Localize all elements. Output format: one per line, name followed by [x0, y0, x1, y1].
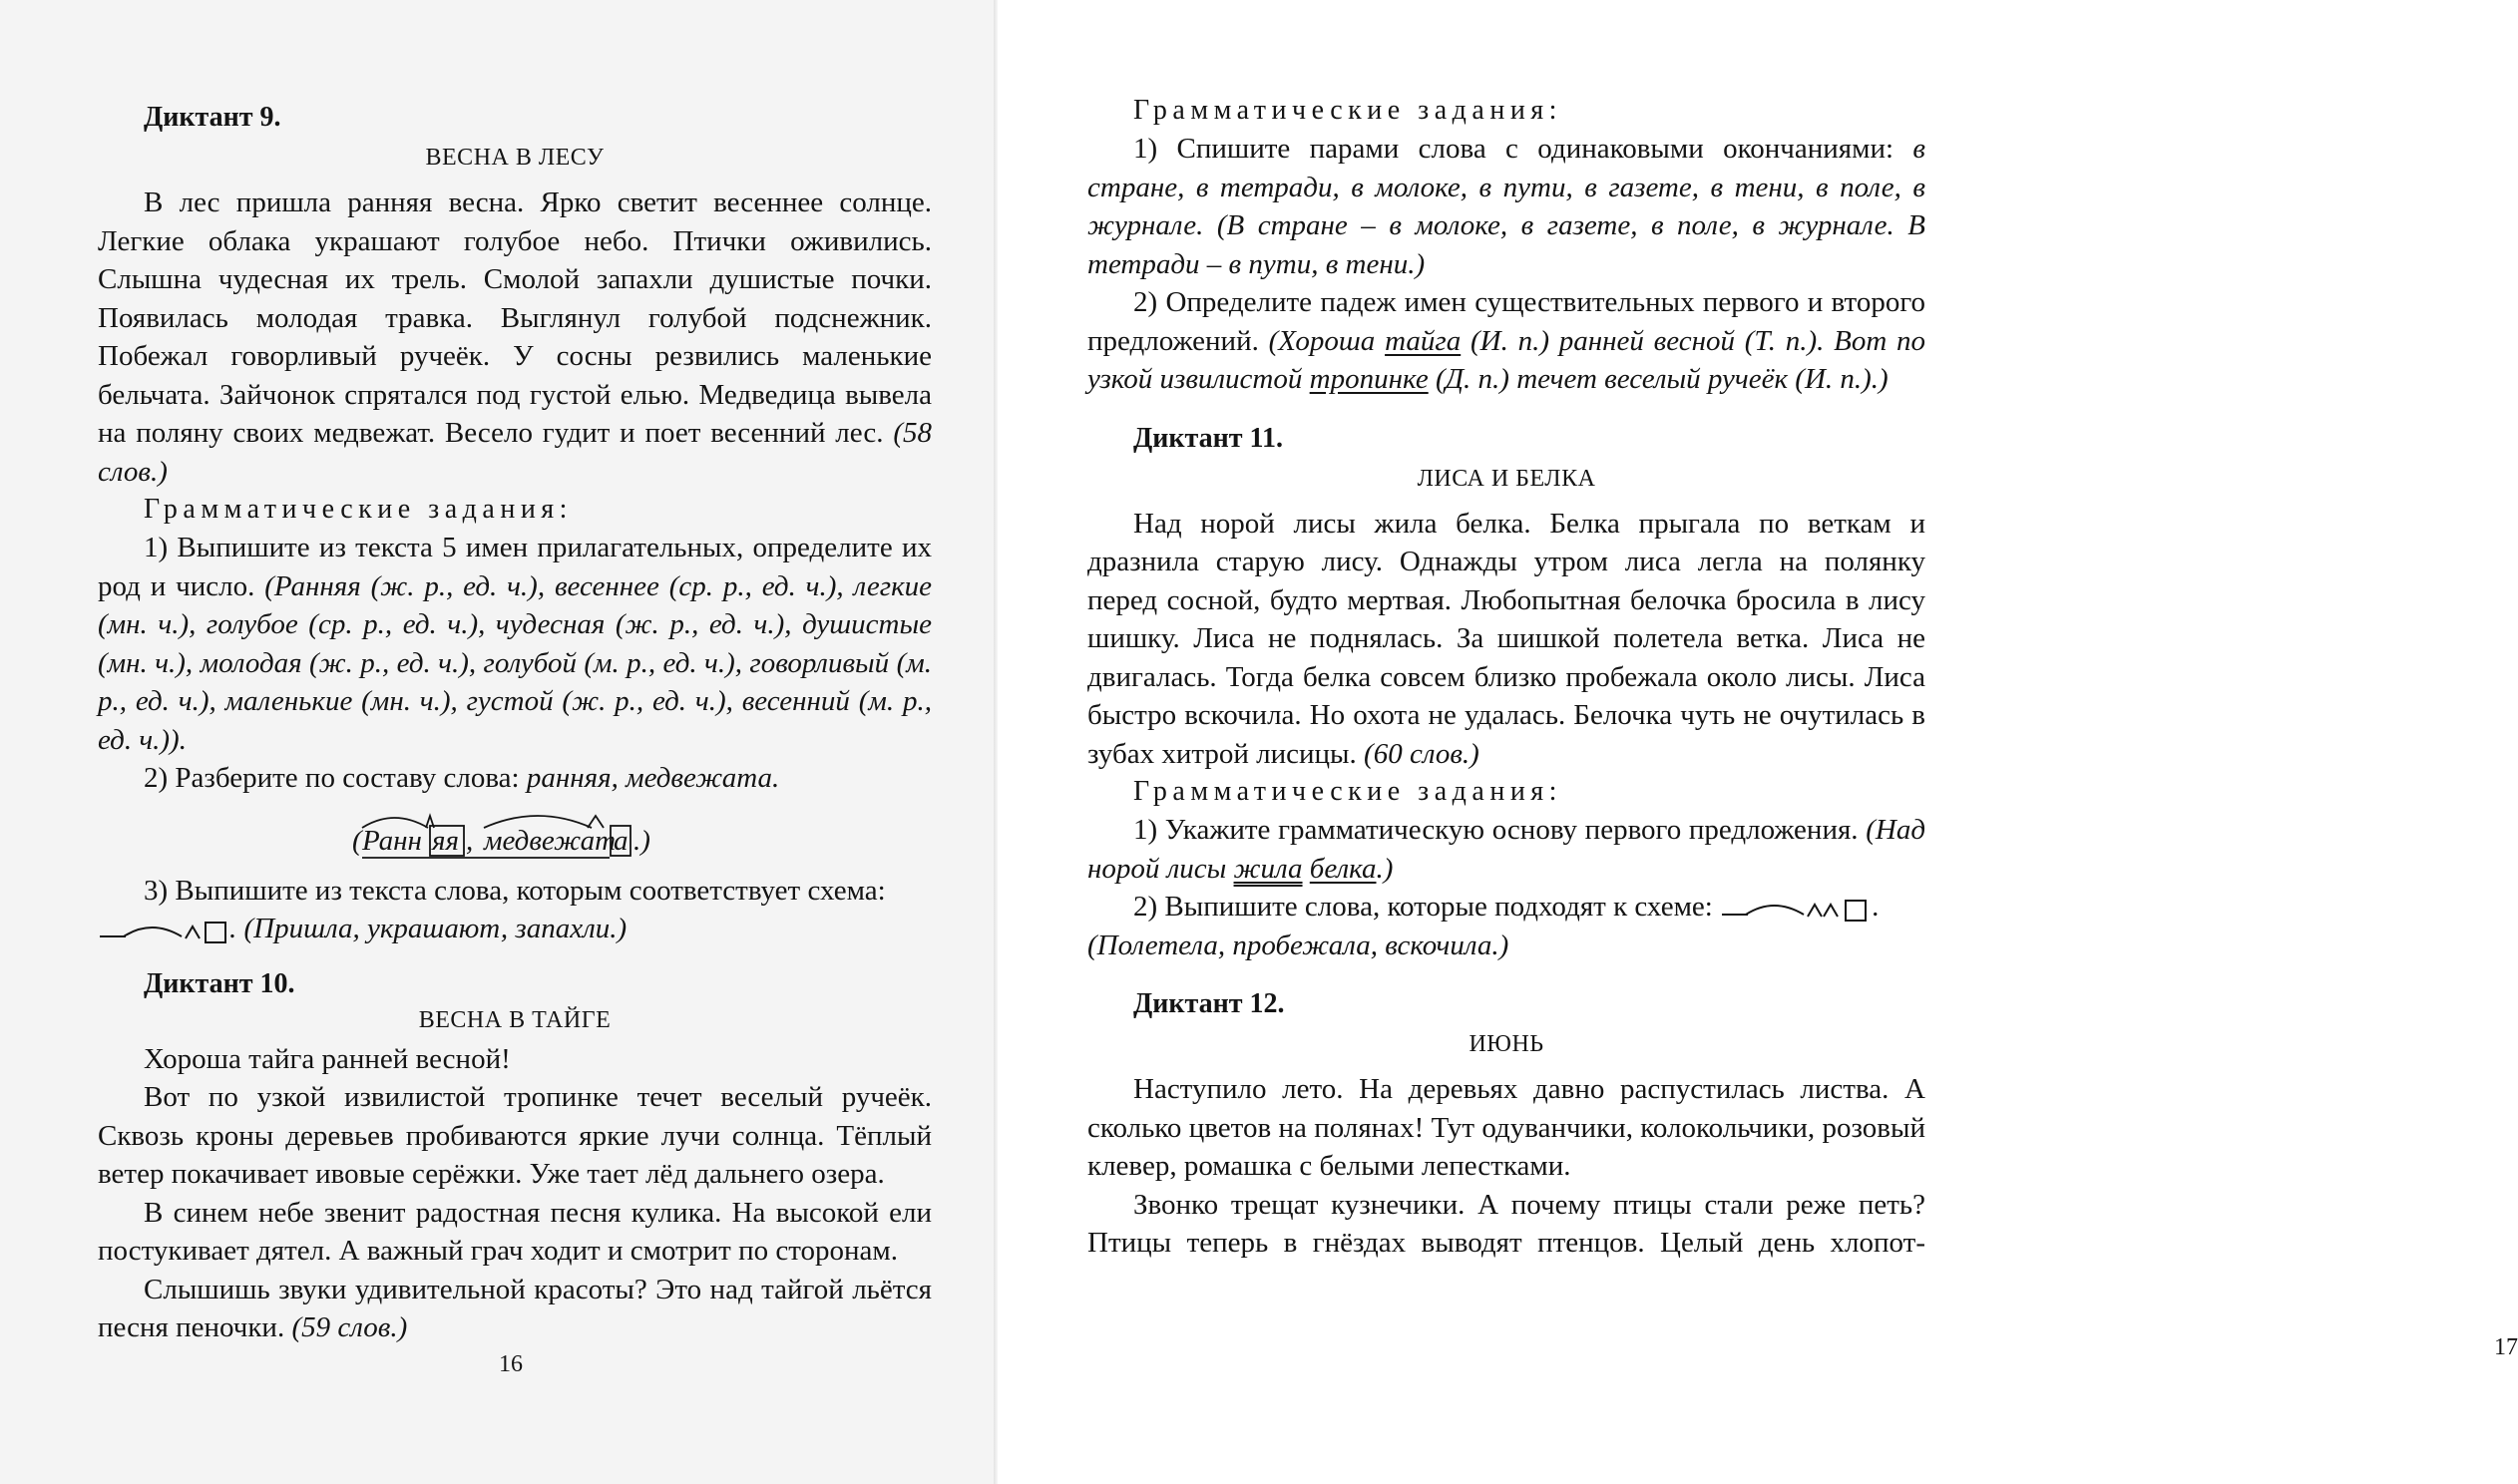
grammar-heading: Грамматические задания:: [1133, 95, 1562, 126]
paragraph: Хороша тайга ранней весной!: [144, 1042, 511, 1075]
paragraph: В синем небе звенит радостная песня кулика. На высокой ели постукивает дятел. А важный грач ходит и смотрит по сторонам.: [98, 1196, 932, 1267]
right-page: [998, 0, 2518, 1484]
morph-open: (: [352, 824, 362, 857]
page-number: 16: [499, 1351, 523, 1377]
grammar-task-2: 2) Разберите по составу слова: ранняя, медвежата.: [144, 762, 780, 794]
grammar-heading: Грамматические задания:: [144, 494, 573, 525]
task-answer: в стране, в тетради, в молоке, в пути, в газете, в тени, в поле, в журнале. (В стране – в молоке, в газете, в поле, в журнале. В тетради – в пути, в тени.): [1087, 133, 1926, 280]
paragraph: Звонко трещат кузнечики. А почему птицы стали реже петь? Птицы теперь в гнёздах выводят птенцов. Целый день хлопот-: [1087, 1188, 1925, 1259]
word-scheme-icon: [1720, 893, 1872, 925]
left-page: [0, 0, 998, 1484]
grammar-task-1: 1) Укажите грамматическую основу первого предложения. (Над норой лисы жила белка.): [1087, 814, 1925, 885]
dictation-title: ИЮНЬ: [1469, 1031, 1544, 1057]
grammar-heading: Грамматические задания:: [1133, 776, 1562, 807]
underlined-word: тайга: [1385, 324, 1462, 357]
task-answer: (Над норой лисы жила белка.): [1087, 814, 1925, 885]
dictation-heading: Диктант 10.: [144, 967, 295, 999]
grammar-task-1: 1) Выпишите из текста 5 имен прилагательных, определите их род и число. (Ранняя (ж. р., ед. ч.), весеннее (ср. р., ед. ч.), легкие (мн. ч.), голубое (ср. р., ед. ч.), чудесная (ж. р., ед. ч.), душистые (мн. ч.), молодая (ж. р., ед. ч.), голубой (м. р., ед. ч.), говорливый (м. р., ед. ч.), маленькие (мн. ч.), густой (ж. р., ед. ч.), весенний (м. р., ед. ч.)).: [98, 532, 933, 756]
dictation-10-grammar: [1087, 92, 1925, 399]
dictation-text: В лес пришла ранняя весна. Ярко светит весеннее солнце. Легкие облака украшают голубое небо. Птички оживились. Слышна чудесная их трель. Смолой запахли душистые почки. Появилась молодая травка. Выглянул голубой подснежник. Побежал говорливый ручеёк. У сосны резвились маленькие бельчата. Зайчонок спрятался под густой елью. Медведица вывела на поляну своих медвежат. Весело гудит и поет весенний лес. (58 слов.): [98, 186, 932, 488]
dictation-9: [98, 100, 932, 948]
dictation-heading: Диктант 11.: [1133, 422, 1283, 454]
dictation-title: ВЕСНА В ЛЕСУ: [425, 145, 605, 171]
word-count: (60 слов.): [1364, 737, 1479, 770]
morph-ending-2: а: [614, 824, 629, 857]
subject-word: белка: [1309, 852, 1377, 885]
dictation-heading: Диктант 9.: [144, 102, 281, 133]
grammar-task-3-answer: . (Пришла, украшают, запахли.): [98, 910, 932, 948]
dictation-10: [98, 966, 932, 1347]
paragraph: Слышишь звуки удивительной красоты? Это над тайгой льётся песня пеночки. (59 слов.): [98, 1273, 932, 1343]
task-answer: (Полетела, пробежала, вскочила.): [1087, 928, 1509, 961]
morph-root-2: медвежат: [484, 824, 617, 857]
predicate-word: жила: [1233, 852, 1303, 885]
dictation-title: ЛИСА И БЕЛКА: [1417, 465, 1596, 492]
morph-root-1: Ранн: [362, 824, 422, 857]
grammar-task-2: 2) Выпишите слова, которые подходят к схеме: .: [1087, 888, 1925, 927]
word-scheme-icon: [98, 915, 229, 946]
word-count: (59 слов.): [291, 1311, 408, 1343]
morph-ending-1: яя: [432, 824, 459, 857]
word-count: (58 слов.): [98, 417, 932, 488]
task-answer: (Ранняя (ж. р., ед. ч.), весеннее (ср. р., ед. ч.), легкие (мн. ч.), голубое (ср. р., ед. ч.), чудесная (ж. р., ед. ч.), душистые (мн. ч.), молодая (ж. р., ед. ч.), голубой (м. р., ед. ч.), говорливый (м. р., ед. ч.), маленькие (мн. ч.), густой (ж. р., ед. ч.), весенний (м. р., ед. ч.)).: [98, 569, 933, 756]
dictation-12: [1087, 986, 1925, 1263]
task-answer: (Хороша тайга (И. п.) ранней весной (Т. п.). Вот по узкой извилистой тропинке (Д. п.) течет веселый ручеёк (И. п.).): [1087, 324, 1926, 395]
morph-close: .): [633, 824, 650, 857]
dictation-11: [1087, 421, 1925, 965]
dictation-title: ВЕСНА В ТАЙГЕ: [418, 1006, 612, 1033]
morpheme-diagram: [350, 810, 679, 864]
grammar-task-2: 2) Определите падеж имен существительных первого и второго предложений. (Хороша тайга (И. п.) ранней весной (Т. п.). Вот по узкой извилистой тропинке (Д. п.) течет веселый ручеёк (И. п.).): [1087, 286, 1926, 395]
morph-comma: ,: [466, 824, 474, 857]
dictation-text: Над норой лисы жила белка. Белка прыгала по веткам и дразнила старую лису. Однажды утром лиса легла на полянку перед сосной, будто мертвая. Любопытная белочка бросила в лису шишку. Лиса не поднялась. За шишкой полетела ветка. Лиса не двигалась. Тогда белка совсем близко пробежала около лисы. Лиса быстро вскочила. Но охота не удалась. Белочка чуть не очутилась в зубах хитрой лисицы. (60 слов.): [1087, 507, 1925, 770]
page-number: 17: [2494, 1334, 2518, 1360]
paragraph: Наступило лето. На деревьях давно распустилась листва. А сколько цветов на полянах! Тут одуванчики, колокольчики, розовый клевер, ромашка с белыми лепестками.: [1087, 1073, 1925, 1182]
morpheme-analysis: [98, 810, 932, 864]
dictation-heading: Диктант 12.: [1133, 988, 1285, 1019]
grammar-task-1: 1) Спишите парами слова с одинаковыми окончаниями: в стране, в тетради, в молоке, в пути, в газете, в тени, в поле, в журнале. (В стране – в молоке, в газете, в поле, в журнале. В тетради – в пути, в тени.): [1087, 133, 1926, 280]
underlined-word: тропинке: [1309, 363, 1429, 395]
paragraph: Вот по узкой извилистой тропинке течет веселый ручеёк. Сквозь кроны деревьев пробиваются яркие лучи солнца. Тёплый ветер покачивает ивовые серёжки. Уже тает лёд дальнего озера.: [98, 1081, 932, 1190]
grammar-task-3: 3) Выпишите из текста слова, которым соответствует схема:: [144, 874, 886, 907]
